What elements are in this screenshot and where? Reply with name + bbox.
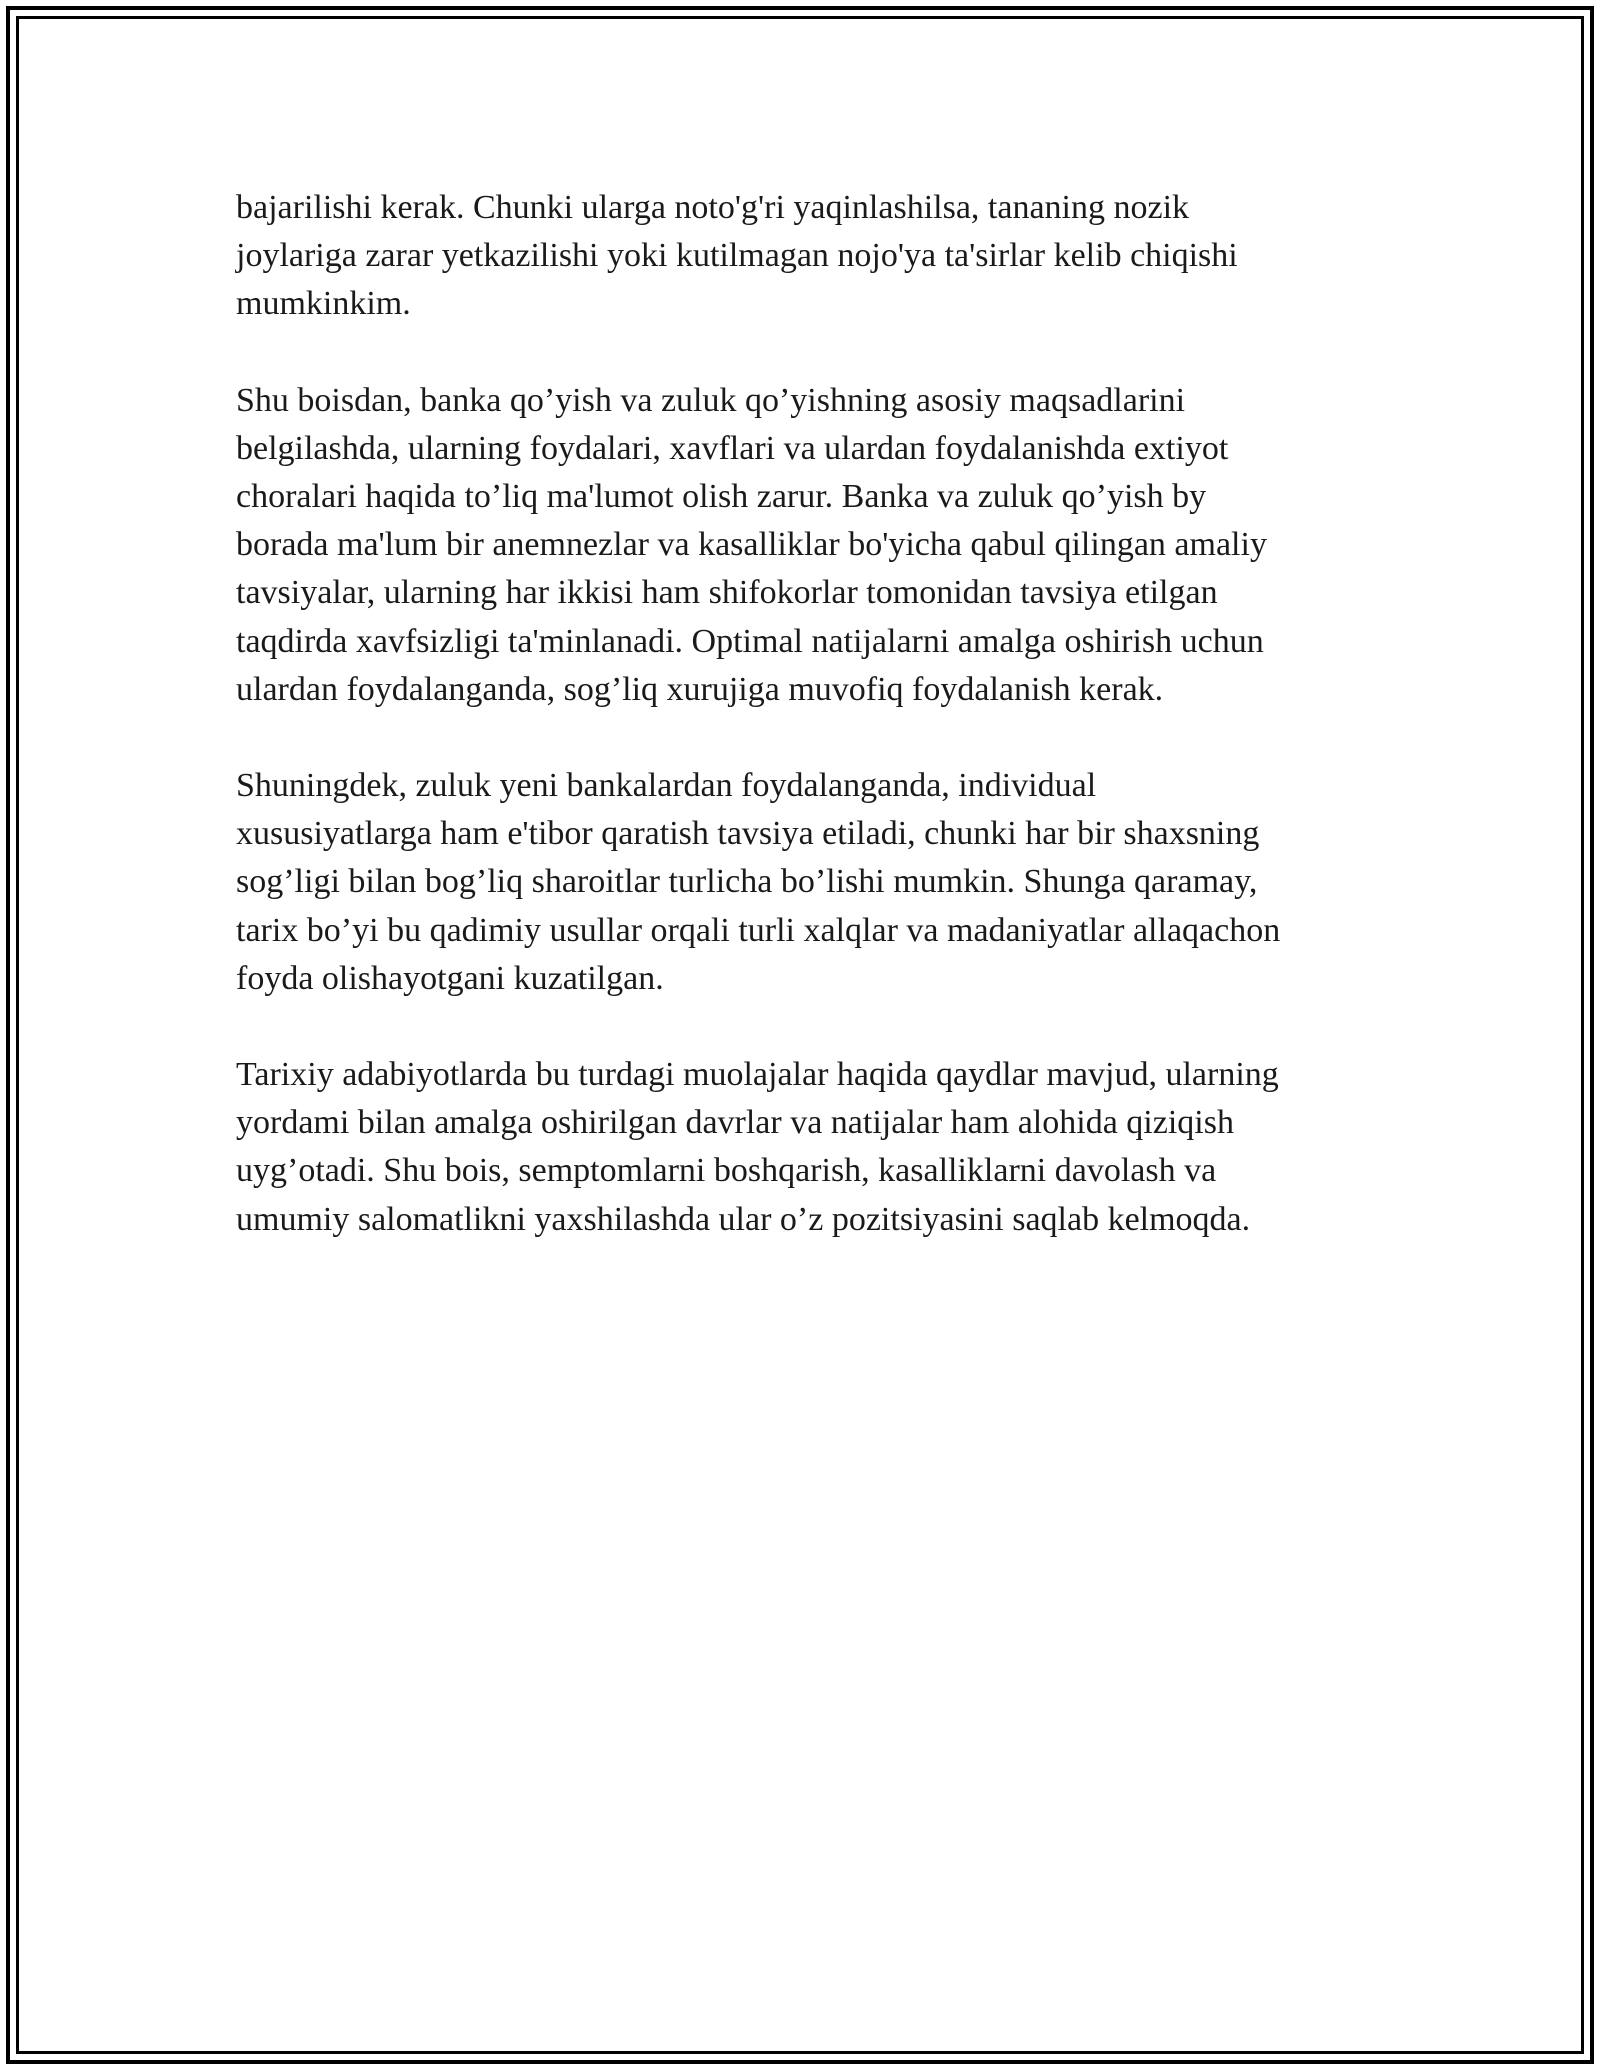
text-line: choralari haqida to’liq ma'lumot olish zarur. Banka va zuluk qo’yish by <box>236 478 1207 516</box>
text-line: Shu boisdan, banka qo’yish va zuluk qo’yishning asosiy maqsadlarini <box>236 381 1186 419</box>
text-line: yordami bilan amalga oshirilgan davrlar va natijalar ham alohida qiziqish <box>236 1104 1234 1142</box>
paragraph-1 <box>236 184 1376 329</box>
text-line: sog’ligi bilan bog’liq sharoitlar turlicha bo’lishi mumkin. Shunga qaramay, <box>236 863 1258 901</box>
text-line: borada ma'lum bir anemnezlar va kasalliklar bo'yicha qabul qilingan amaliy <box>236 526 1267 564</box>
text-line: foyda olishayotgani kuzatilgan. <box>236 959 664 997</box>
text-line: ulardan foydalanganda, sog’liq xurujiga muvofiq foydalanish kerak. <box>236 670 1164 708</box>
text-line: umumiy salomatlikni yaxshilashda ular o’z pozitsiyasini saqlab kelmoqda. <box>236 1200 1251 1238</box>
text-line: xususiyatlarga ham e'tibor qaratish tavsiya etiladi, chunki har bir shaxsning <box>236 815 1260 853</box>
text-line: tavsiyalar, ularning har ikkisi ham shifokorlar tomonidan tavsiya etilgan <box>236 574 1218 612</box>
paragraph-4 <box>236 1051 1376 1244</box>
text-line: bajarilishi kerak. Chunki ularga noto'g'ri yaqinlashilsa, tananing nozik <box>236 189 1190 226</box>
text-line: taqdirda xavfsizligi ta'minlanadi. Optimal natijalarni amalga oshirish uchun <box>236 622 1264 660</box>
paragraph-2 <box>236 377 1376 714</box>
text-line: Shuningdek, zuluk yeni bankalardan foydalanganda, individual <box>236 767 1097 805</box>
text-line: mumkinkim. <box>236 285 411 323</box>
text-line: Tarixiy adabiyotlarda bu turdagi muolajalar haqida qaydlar mavjud, ularning <box>236 1056 1279 1094</box>
document-body <box>236 184 1376 1292</box>
paragraph-3 <box>236 762 1376 1003</box>
text-line: tarix bo’yi bu qadimiy usullar orqali turli xalqlar va madaniyatlar allaqachon <box>236 911 1281 949</box>
text-line: joylariga zarar yetkazilishi yoki kutilmagan nojo'ya ta'sirlar kelib chiqishi <box>236 237 1238 275</box>
text-line: uyg’otadi. Shu bois, semptomlarni boshqarish, kasalliklarni davolash va <box>236 1152 1217 1190</box>
text-line: belgilashda, ularning foydalari, xavflari va ulardan foydalanishda extiyot <box>236 429 1229 467</box>
